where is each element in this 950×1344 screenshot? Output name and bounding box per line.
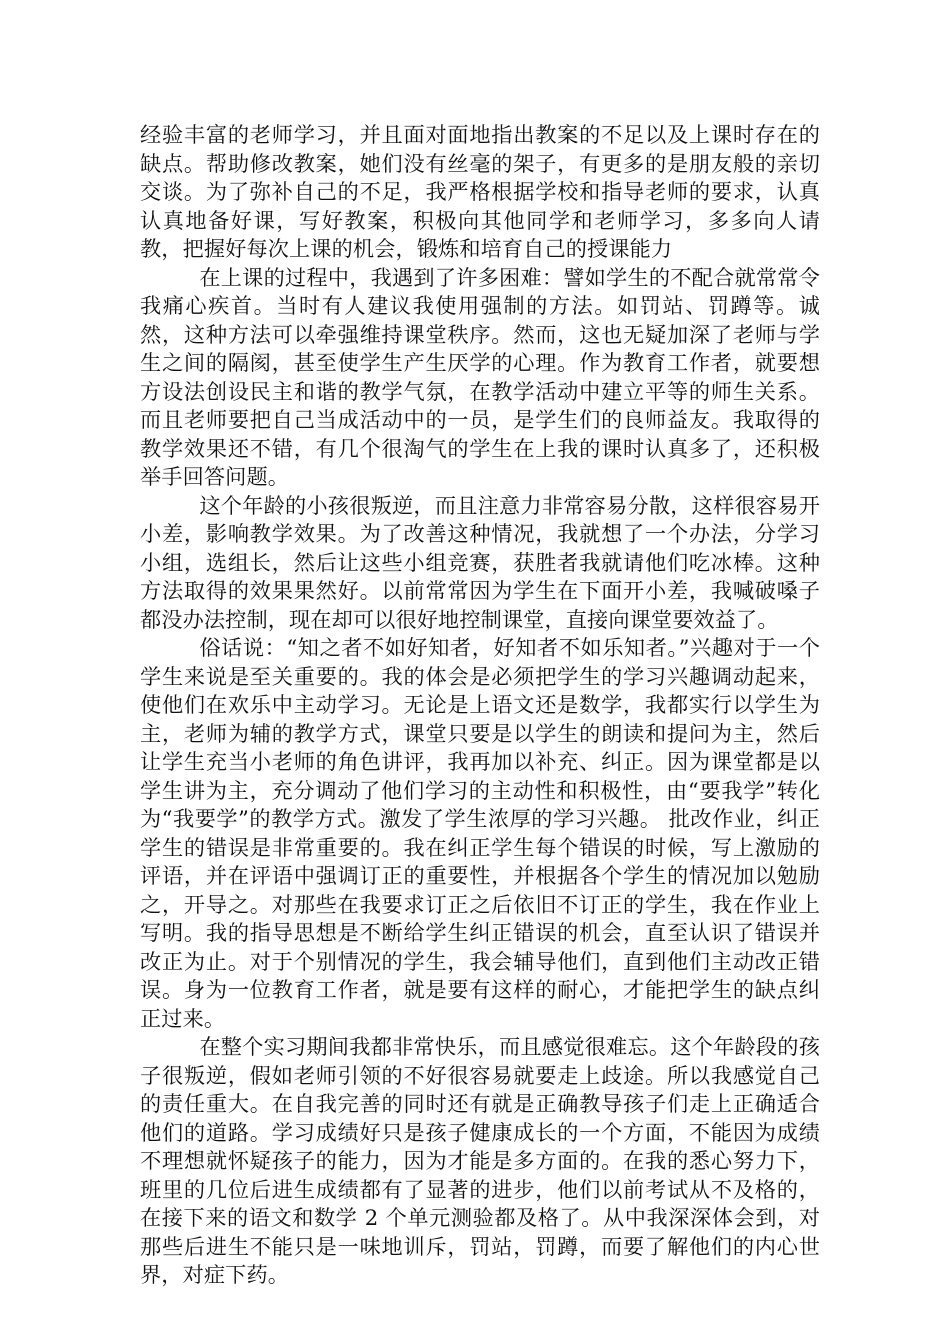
paragraph-2: 在上课的过程中，我遇到了许多困难：譬如学生的不配合就常常令我痛心疾首。当时有人建议我使用强制的方法。如罚站、罚蹲等。诚然，这种方法可以牵强维持课堂秩序。然而，这也无疑加深了老师与学生之间的隔阂，甚至使学生产生厌学的心理。作为教育工作者，就要想方设法创设民主和谐的教学气氛，在教学活动中建立平等的师生关系。而且老师要把自己当成活动中的一员，是学生们的良师益友。我取得的教学效果还不错，有几个很淘气的学生在上我的课时认真多了，还积极举手回答问题。 <box>140 264 820 489</box>
paragraph-1: 经验丰富的老师学习，并且面对面地指出教案的不足以及上课时存在的缺点。帮助修改教案，她们没有丝毫的架子，有更多的是朋友般的亲切交谈。为了弥补自己的不足，我严格根据学校和指导老师的要求，认真认真地备好课，写好教案，积极向其他同学和老师学习，多多向人请教，把握好每次上课的机会，锻炼和培育自己的授课能力 <box>140 122 820 261</box>
paragraph-5: 在整个实习期间我都非常快乐，而且感觉很难忘。这个年龄段的孩子很叛逆，假如老师引领的不好很容易就要走上歧途。所以我感觉自己的责任重大。在自我完善的同时还有就是正确教导孩子们走上正确适合他们的道路。学习成绩好只是孩子健康成长的一个方面，不能因为成绩不理想就怀疑孩子的能力，因为才能是多方面的。在我的悉心努力下，班里的几位后进生成绩都有了显著的进步，他们以前考试从不及格的，在接下来的语文和数学 2 个单元测验都及格了。从中我深深体会到，对那些后进生不能只是一味地训斥，罚站，罚蹲，而要了解他们的内心世界，对症下药。 <box>140 1034 820 1287</box>
paragraph-4: 俗话说：“知之者不如好知者，好知者不如乐知者。”兴趣对于一个学生来说是至关重要的。我的体会是必须把学生的学习兴趣调动起来，使他们在欢乐中主动学习。无论是上语文还是数学，我都实行以学生为主，老师为辅的教学方式，课堂只要是以学生的朗读和提问为主，然后让学生充当小老师的角色讲评，我再加以补充、纠正。因为课堂都是以学生讲为主，充分调动了他们学习的主动性和积极性，由“要我学”转化为“我要学”的教学方式。激发了学生浓厚的学习兴趣。 批改作业，纠正学生的错误是非常重要的。我在纠正学生每个错误的时候，写上激励的评语，并在评语中强调订正的重要性，并根据各个学生的情况加以勉励之，开导之。对那些在我要求订正之后依旧不订正的学生，我在作业上写明。我的指导思想是不断给学生纠正错误的机会，直至认识了错误并改正为止。对于个别情况的学生，我会辅导他们，直到他们主动改正错误。身为一位教育工作者，就是要有这样的耐心，才能把学生的缺点纠正过来。 <box>140 635 820 1031</box>
paragraph-3: 这个年龄的小孩很叛逆，而且注意力非常容易分散，这样很容易开小差，影响教学效果。为了改善这种情况，我就想了一个办法，分学习小组，选组长，然后让这些小组竞赛，获胜者我就请他们吃冰棒。这种方法取得的效果果然好。以前常常因为学生在下面开小差，我喊破嗓子都没办法控制，现在却可以很好地控制课堂，直接向课堂要效益了。 <box>140 492 820 632</box>
document-body <box>140 121 820 1290</box>
